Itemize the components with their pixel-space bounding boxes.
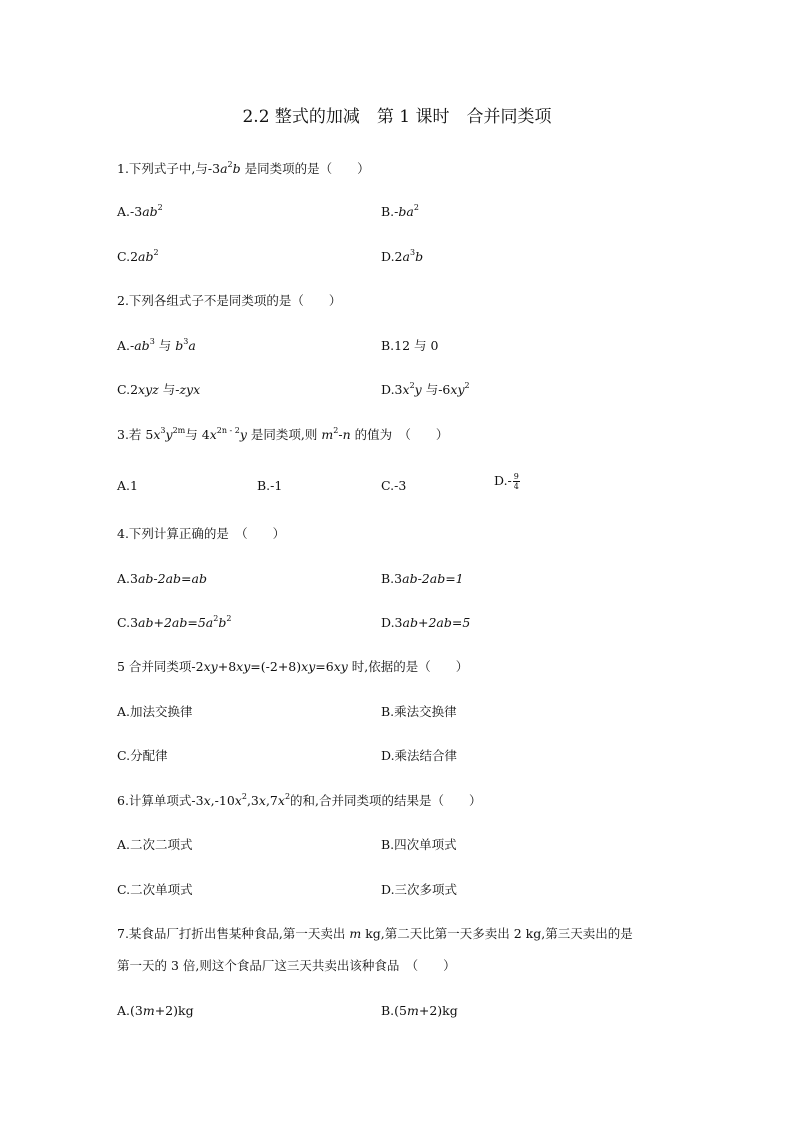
question-5-stem: 5 合并同类项-2xy+8xy=(-2+8)xy=6xy 时,依据的是（ ） <box>117 659 469 674</box>
question-5-option-d[interactable]: D.乘法结合律 <box>381 748 458 763</box>
question-2-option-c[interactable]: C.2xyz 与-zyx <box>117 382 201 397</box>
question-7-option-b[interactable]: B.(5m+2)kg <box>381 1003 458 1018</box>
question-4-option-d[interactable]: D.3ab+2ab=5 <box>381 615 471 630</box>
question-1-option-d[interactable]: $D.2a^3b$ <box>381 248 424 264</box>
page-title: 2.2 整式的加减 第 1 课时 合并同类项 <box>242 107 552 127</box>
question-6-option-d[interactable]: D.三次多项式 <box>381 882 458 897</box>
question-1-option-b[interactable]: $B.-ba^2$ <box>381 203 419 219</box>
question-2-option-d[interactable]: $D.3x^2y$ 与$-6xy^2$ <box>381 381 470 397</box>
question-1-stem: 1.下列式子中,与$-3a^2b$ 是同类项的是（ ） <box>117 160 370 176</box>
question-3-option-b[interactable]: B.-1 <box>257 478 283 493</box>
question-7-option-a[interactable]: A.(3m+2)kg <box>117 1003 194 1018</box>
question-3-option-d[interactable]: D.- $\frac{9}{4}$ <box>494 472 519 491</box>
question-6-stem: 6.计算单项式$-3x,-10x^2,3x,7x^2$的和,合并同类项的结果是（ ） <box>117 792 482 808</box>
question-6-option-c[interactable]: C.二次单项式 <box>117 882 193 897</box>
question-4-stem: 4.下列计算正确的是 （ ） <box>117 526 286 541</box>
question-3-option-a[interactable]: A.1 <box>117 478 138 493</box>
question-3-stem: 3.若 $5x^3y^{2m}$与 $4x^{2n - 2}y$ 是同类项,则 $m^2-n$ 的值为 （ ） <box>117 426 449 442</box>
question-5-option-b[interactable]: B.乘法交换律 <box>381 704 457 719</box>
question-4-option-a[interactable]: A.3ab-2ab=ab <box>117 571 207 586</box>
question-3-option-c[interactable]: C.-3 <box>381 478 407 493</box>
question-5-option-c[interactable]: C.分配律 <box>117 748 168 763</box>
question-2-stem: 2.下列各组式子不是同类项的是（ ） <box>117 293 342 308</box>
question-7-stem-line-2: 第一天的 3 倍,则这个食品厂这三天共卖出该种食品 （ ） <box>117 958 456 973</box>
question-2-option-a[interactable]: $A.-ab^3$ 与 $b^3a$ <box>117 337 196 353</box>
question-6-option-b[interactable]: B.四次单项式 <box>381 837 457 852</box>
question-1-option-c[interactable]: $C.2ab^2$ <box>117 248 159 264</box>
question-4-option-b[interactable]: B.3ab-2ab=1 <box>381 571 464 586</box>
question-5-option-a[interactable]: A.加法交换律 <box>117 704 193 719</box>
question-4-option-c[interactable]: $C.3ab+2ab=5a^2b^2$ <box>117 614 232 630</box>
question-1-option-a[interactable]: $A.-3ab^2$ <box>117 203 163 219</box>
question-7-stem-line-1: 7.某食品厂打折出售某种食品,第一天卖出 m kg,第二天比第一天多卖出 2 kg,第三天卖出的是 <box>117 926 633 941</box>
question-2-option-b[interactable]: B.12 与 0 <box>381 338 439 353</box>
question-6-option-a[interactable]: A.二次二项式 <box>117 837 193 852</box>
fraction: $\frac{9}{4}$ <box>513 472 519 491</box>
